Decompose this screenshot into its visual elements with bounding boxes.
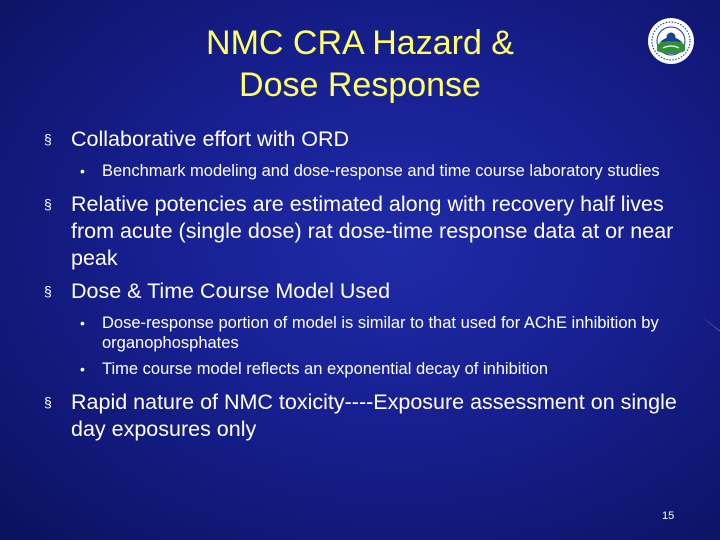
sub-bullet-marker: • (80, 361, 85, 377)
bullet-1 (44, 126, 694, 153)
slide-title-line-2: Dose Response (239, 66, 481, 104)
bullet-2 (44, 191, 694, 272)
bullet-3 (44, 278, 694, 305)
bullet-4 (44, 389, 694, 443)
bullet-marker: § (44, 283, 52, 299)
bullet-1-sub-1 (80, 161, 694, 181)
bullet-3-sub-1 (80, 313, 694, 353)
bullet-3-sub-2-text: Time course model reflects an exponential decay of inhibition (102, 360, 549, 378)
bullet-1-sub-1-text: Benchmark modeling and dose-response and time course laboratory studies (102, 162, 660, 180)
bullet-4-text: Rapid nature of NMC toxicity----Exposure assessment on single day exposures only (71, 390, 677, 441)
slide-title (120, 22, 600, 106)
decorative-streak (700, 315, 720, 340)
bullet-3-sub-1-text: Dose-response portion of model is similar to that used for AChE inhibition by organophosphates (102, 314, 659, 352)
bullet-marker: § (44, 196, 52, 212)
bullet-3-sub-2 (80, 359, 694, 379)
bullet-3-text: Dose & Time Course Model Used (71, 279, 391, 303)
bullet-1-subitems (44, 161, 694, 181)
bullet-1-text: Collaborative effort with ORD (71, 127, 350, 151)
bullet-marker: § (44, 394, 52, 410)
sub-bullet-marker: • (80, 163, 85, 179)
slide-title-line-1: NMC CRA Hazard & (206, 24, 514, 62)
bullet-3-subitems (44, 313, 694, 379)
epa-seal-icon (647, 17, 695, 65)
sub-bullet-marker: • (80, 315, 85, 331)
bullet-marker: § (44, 131, 52, 147)
bullet-2-text: Relative potencies are estimated along with recovery half lives from acute (single dose) rat dose-time response data at or near peak (71, 192, 674, 270)
page-number: 15 (662, 510, 675, 522)
bullet-list (44, 126, 694, 449)
